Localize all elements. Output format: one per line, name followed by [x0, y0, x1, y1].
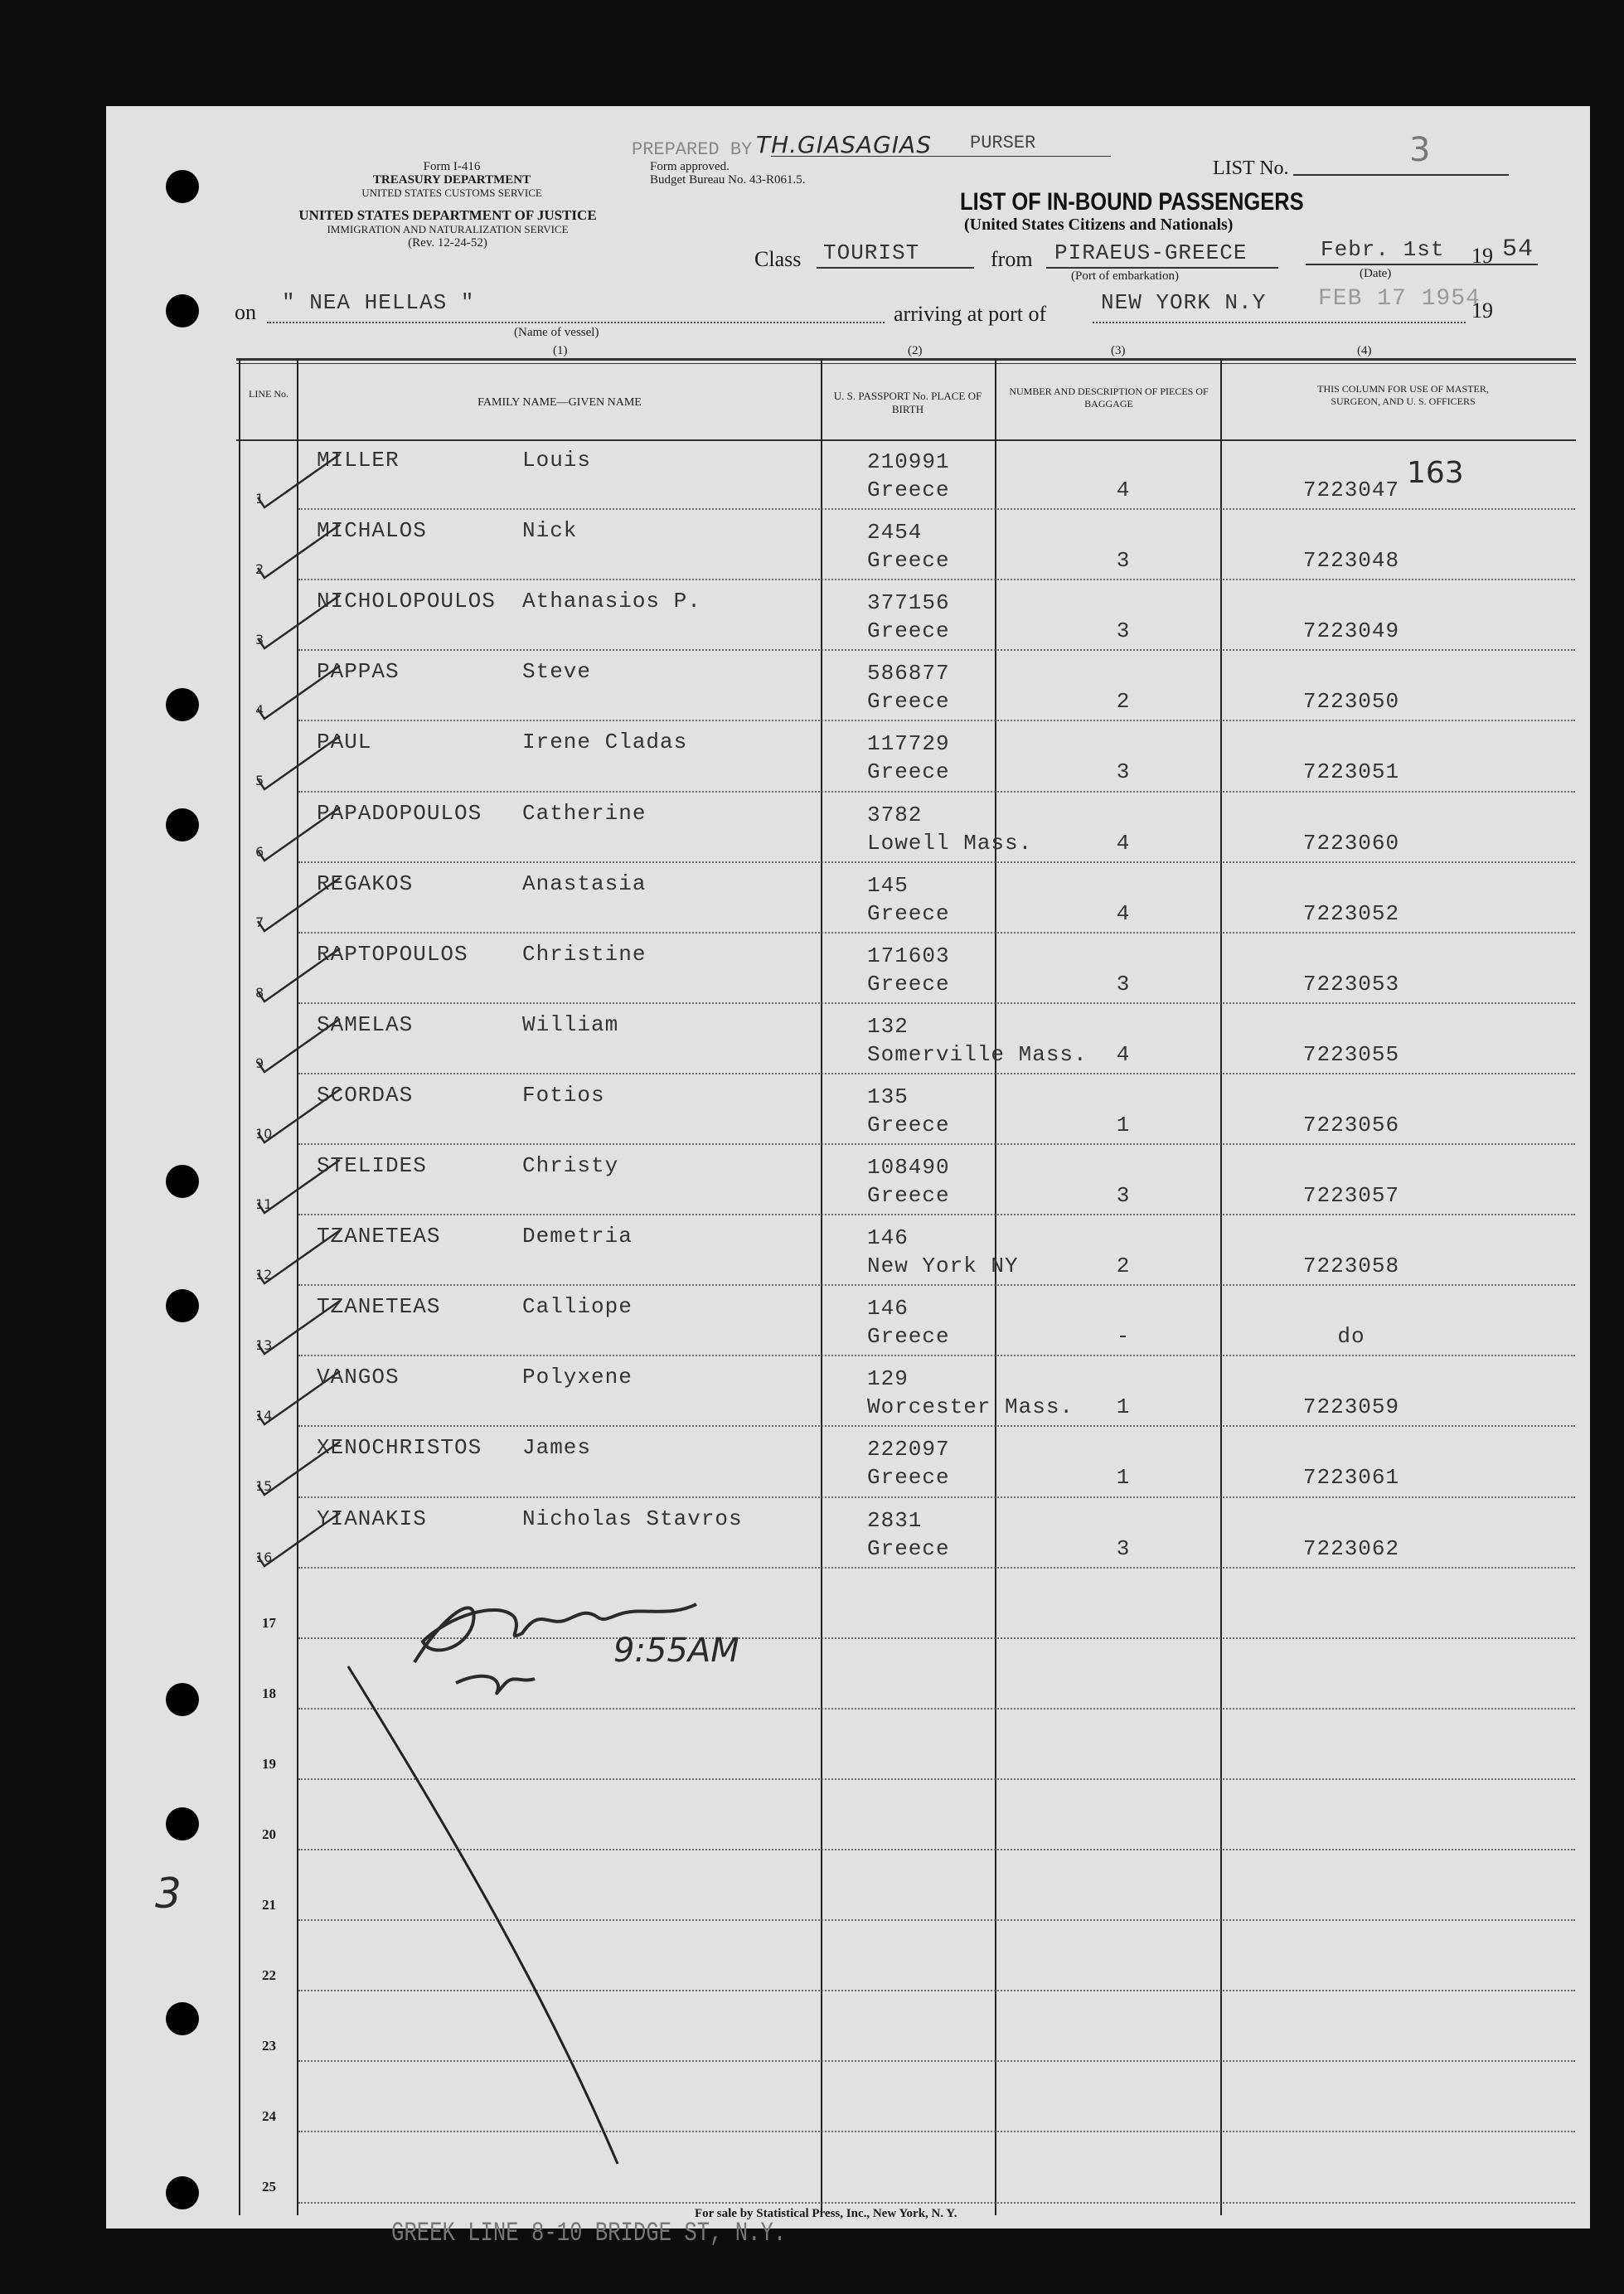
given-name: Athanasios P.	[522, 589, 701, 614]
treasury-dept: TREASURY DEPARTMENT	[372, 173, 531, 187]
line-number: 2	[255, 561, 264, 578]
punch-hole	[166, 294, 199, 327]
punch-hole	[166, 1807, 199, 1841]
column-header-line: LINE No.	[249, 388, 288, 400]
page-subtitle: (United States Citizens and Nationals)	[964, 216, 1234, 234]
column-header-name: FAMILY NAME—GIVEN NAME	[478, 396, 642, 409]
line-number: 4	[255, 702, 264, 719]
family-name: XENOCHRISTOS	[317, 1435, 482, 1461]
place-of-birth: Greece	[867, 1324, 950, 1350]
line-number: 24	[262, 2108, 276, 2125]
officer-number: 7223050	[1302, 689, 1400, 715]
line-number: 13	[255, 1337, 273, 1354]
place-of-birth: Greece	[867, 759, 950, 785]
officer-number: 7223048	[1302, 548, 1400, 574]
checkmark-icon	[253, 871, 352, 938]
passport-number: 377156	[867, 590, 950, 616]
family-name: SAMELAS	[317, 1011, 414, 1037]
baggage-count: 3	[1116, 618, 1131, 644]
place-of-birth: Greece	[867, 478, 950, 502]
prepared-by-name: TH.GIASAGIAS	[756, 131, 932, 158]
given-name: Polyxene	[522, 1365, 633, 1390]
officer-number: 7223062	[1302, 1535, 1400, 1561]
family-name: TZANETEAS	[317, 1224, 441, 1249]
family-name: STELIDES	[317, 1153, 427, 1178]
line-number: 7	[255, 914, 264, 930]
officer-number: 7223060	[1302, 830, 1400, 856]
baggage-count: 2	[1116, 1254, 1131, 1279]
officer-number: 7223061	[1302, 1465, 1400, 1491]
punch-hole	[166, 1165, 199, 1198]
given-name: Anastasia	[522, 871, 647, 896]
line-number: 14	[255, 1408, 273, 1424]
line-number: 5	[255, 773, 264, 789]
checkmark-icon	[253, 448, 352, 514]
place-of-birth: Greece	[867, 1183, 950, 1208]
passport-number: 135	[867, 1084, 909, 1109]
checkmark-icon	[253, 1153, 352, 1220]
line-number: 10	[255, 1125, 273, 1142]
place-of-birth: Greece	[867, 900, 950, 926]
vessel-caption: (Name of vessel)	[514, 326, 599, 339]
family-name: REGAKOS	[317, 871, 414, 896]
vessel-underline	[267, 322, 885, 323]
passport-number: 146	[867, 1225, 909, 1251]
given-name: Nick	[522, 518, 578, 544]
baggage-count: 1	[1116, 1394, 1131, 1420]
passport-number: 210991	[867, 449, 950, 474]
year-prefix: 19	[1471, 244, 1493, 268]
line-number: 20	[262, 1826, 276, 1842]
prepared-by-role: PURSER	[970, 133, 1036, 153]
place-of-birth: Greece	[867, 1535, 950, 1561]
checkmark-icon	[253, 1294, 352, 1360]
passport-number: 146	[867, 1296, 909, 1322]
passport-number: 171603	[867, 943, 950, 968]
list-number-underline	[1293, 174, 1509, 176]
immigration-service: IMMIGRATION AND NATURALIZATION SERVICE	[327, 223, 569, 235]
agent-stamp: GREEK LINE 8-10 BRIDGE ST, N.Y.	[391, 2218, 787, 2248]
given-name: Christine	[522, 941, 647, 967]
list-number-label: LIST No.	[1213, 158, 1289, 179]
passport-number: 108490	[867, 1155, 950, 1180]
place-of-birth: Somerville Mass.	[867, 1041, 1088, 1067]
col-index-4: (4)	[1357, 344, 1372, 357]
baggage-count: -	[1116, 1324, 1131, 1350]
checkmark-icon	[253, 730, 352, 796]
passport-number: 586877	[867, 661, 950, 686]
given-name: Catherine	[522, 800, 647, 826]
passport-number: 132	[867, 1013, 909, 1039]
checkmark-icon	[253, 1083, 352, 1149]
form-number: Form I-416	[423, 160, 481, 173]
officer-number: do	[1337, 1324, 1365, 1350]
line-number: 17	[262, 1614, 276, 1631]
customs-service: UNITED STATES CUSTOMS SERVICE	[361, 187, 542, 199]
family-name: TZANETEAS	[317, 1294, 441, 1320]
punch-hole	[166, 2176, 199, 2209]
cancel-diagonal-line	[332, 1650, 630, 2180]
on-label: on	[235, 300, 256, 324]
family-name: SCORDAS	[317, 1082, 414, 1108]
arrival-date-stamp: FEB 17 1954	[1318, 286, 1481, 312]
date-value: Febr. 1st	[1321, 237, 1445, 262]
baggage-count: 4	[1116, 478, 1131, 502]
form-approved: Form approved.	[650, 160, 730, 173]
checkmark-icon	[253, 518, 352, 584]
punch-hole	[166, 2002, 199, 2035]
family-name: RAPTOPOULOS	[317, 941, 468, 967]
arrival-port: NEW YORK N.Y	[1101, 290, 1267, 315]
class-value: TOURIST	[823, 240, 920, 265]
family-name: PAPPAS	[317, 659, 400, 685]
place-of-birth: Worcester Mass.	[867, 1394, 1074, 1420]
justice-dept: UNITED STATES DEPARTMENT OF JUSTICE	[298, 207, 597, 223]
prepared-by-underline	[771, 156, 1111, 157]
col-index-1: (1)	[553, 344, 568, 357]
baggage-count: 3	[1116, 548, 1131, 574]
line-number: 19	[262, 1755, 276, 1772]
officer-number: 7223055	[1302, 1041, 1400, 1067]
form-revision: (Rev. 12-24-52)	[408, 236, 487, 250]
port-embarkation-caption: (Port of embarkation)	[1071, 269, 1179, 283]
checkmark-icon	[253, 1224, 352, 1290]
printer-credit: For sale by Statistical Press, Inc., New York, N. Y.	[695, 2207, 957, 2220]
prepared-by-label: PREPARED BY	[632, 139, 753, 160]
checkmark-icon	[253, 801, 352, 867]
baggage-count: 1	[1116, 1465, 1131, 1491]
column-header-baggage: NUMBER AND DESCRIPTION OF PIECES OF BAGGAGE	[1009, 386, 1209, 410]
given-name: Steve	[522, 659, 592, 685]
line-number: 12	[255, 1267, 273, 1283]
officer-number: 7223058	[1302, 1254, 1400, 1279]
line-number: 9	[255, 1055, 264, 1071]
officer-number: 7223057	[1302, 1183, 1400, 1208]
baggage-count: 4	[1116, 900, 1131, 926]
passport-number: 117729	[867, 731, 950, 757]
officer-number: 7223047	[1302, 478, 1400, 502]
place-of-birth: Lowell Mass.	[867, 830, 1033, 856]
given-name: James	[522, 1435, 592, 1461]
from-label: from	[991, 247, 1033, 271]
checkmark-icon	[253, 589, 352, 655]
family-name: MILLER	[317, 448, 400, 473]
officer-number: 7223052	[1302, 900, 1400, 926]
family-name: NICHOLOPOULOS	[317, 589, 496, 614]
line-number: 25	[262, 2179, 276, 2195]
line-number: 11	[255, 1196, 273, 1212]
from-underline	[1046, 267, 1278, 269]
vessel-name: " NEA HELLAS "	[282, 290, 475, 315]
punch-hole	[166, 1289, 199, 1322]
given-name: Christy	[522, 1153, 619, 1178]
place-of-birth: Greece	[867, 548, 950, 574]
line-number: 3	[255, 632, 264, 648]
col-index-2: (2)	[908, 344, 923, 357]
officer-number: 7223053	[1302, 971, 1400, 997]
date-caption: (Date)	[1360, 267, 1392, 280]
row-divider	[298, 2202, 1575, 2204]
checkmark-icon	[253, 659, 352, 725]
margin-number: 3	[155, 1870, 182, 1918]
passport-number: 3782	[867, 802, 923, 827]
punch-hole	[166, 1683, 199, 1716]
family-name: PAUL	[317, 730, 372, 755]
budget-bureau: Budget Bureau No. 43-R061.5.	[650, 173, 806, 187]
passport-number: 2454	[867, 520, 923, 546]
passport-number: 129	[867, 1366, 909, 1392]
class-label: Class	[754, 247, 802, 271]
year-value: 54	[1502, 235, 1534, 264]
line-number: 16	[255, 1549, 273, 1565]
port-embarkation-value: PIRAEUS-GREECE	[1054, 240, 1248, 265]
date-underline	[1306, 264, 1538, 265]
given-name: William	[522, 1011, 619, 1037]
place-of-birth: New York NY	[867, 1254, 1019, 1279]
table-top-border	[236, 358, 1576, 361]
tally-number: 163	[1407, 456, 1464, 490]
given-name: Demetria	[522, 1224, 633, 1249]
baggage-count: 4	[1116, 830, 1131, 856]
passport-number: 222097	[867, 1437, 950, 1462]
line-number: 1	[255, 491, 264, 507]
line-number: 18	[262, 1685, 276, 1701]
page-title: LIST OF IN-BOUND PASSENGERS	[960, 188, 1304, 216]
line-number: 8	[255, 984, 264, 1001]
baggage-count: 3	[1116, 1535, 1131, 1561]
punch-hole	[166, 688, 199, 721]
place-of-birth: Greece	[867, 618, 950, 644]
col-index-3: (3)	[1111, 344, 1126, 357]
family-name: VANGOS	[317, 1365, 400, 1390]
family-name: MICHALOS	[317, 518, 427, 544]
column-header-officers: THIS COLUMN FOR USE OF MASTER, SURGEON, AND U. S. OFFICERS	[1317, 383, 1489, 407]
baggage-count: 3	[1116, 971, 1131, 997]
officer-number: 7223059	[1302, 1394, 1400, 1420]
checkmark-icon	[253, 1435, 352, 1501]
line-number: 6	[255, 843, 264, 860]
column-header-passport: U. S. PASSPORT No. PLACE OF BIRTH	[833, 390, 982, 415]
line-number: 22	[262, 1967, 276, 1984]
baggage-count: 3	[1116, 759, 1131, 785]
checkmark-icon	[253, 1365, 352, 1431]
checkmark-icon	[253, 1506, 352, 1573]
punch-hole	[166, 170, 199, 203]
line-number: 15	[255, 1478, 273, 1495]
arriving-label: arriving at port of	[894, 302, 1047, 326]
officer-number: 7223049	[1302, 618, 1400, 644]
given-name: Calliope	[522, 1294, 633, 1320]
place-of-birth: Greece	[867, 971, 950, 997]
arrival-year-prefix: 19	[1471, 298, 1493, 323]
baggage-count: 3	[1116, 1183, 1131, 1208]
given-name: Nicholas Stavros	[522, 1506, 743, 1531]
checkmark-icon	[253, 942, 352, 1008]
passport-number: 145	[867, 872, 909, 898]
given-name: Fotios	[522, 1082, 605, 1108]
family-name: PAPADOPOULOS	[317, 800, 482, 826]
given-name: Irene Cladas	[522, 730, 688, 755]
line-number: 23	[262, 2038, 276, 2054]
line-number: 21	[262, 1897, 276, 1913]
passport-number: 2831	[867, 1507, 923, 1533]
baggage-count: 1	[1116, 1112, 1131, 1137]
signature-time: 9:55AM	[613, 1632, 739, 1670]
place-of-birth: Greece	[867, 1112, 950, 1137]
table-top-border-inner	[236, 363, 1576, 364]
family-name: YIANAKIS	[317, 1506, 427, 1531]
baggage-count: 4	[1116, 1041, 1131, 1067]
punch-hole	[166, 808, 199, 841]
list-number-value: 3	[1409, 131, 1431, 169]
officer-number: 7223056	[1302, 1112, 1400, 1137]
officer-number: 7223051	[1302, 759, 1400, 785]
place-of-birth: Greece	[867, 1465, 950, 1491]
baggage-count: 2	[1116, 689, 1131, 715]
arrival-underline	[1093, 322, 1466, 323]
checkmark-icon	[253, 1012, 352, 1079]
class-underline	[817, 267, 974, 269]
given-name: Louis	[522, 448, 592, 473]
place-of-birth: Greece	[867, 689, 950, 715]
